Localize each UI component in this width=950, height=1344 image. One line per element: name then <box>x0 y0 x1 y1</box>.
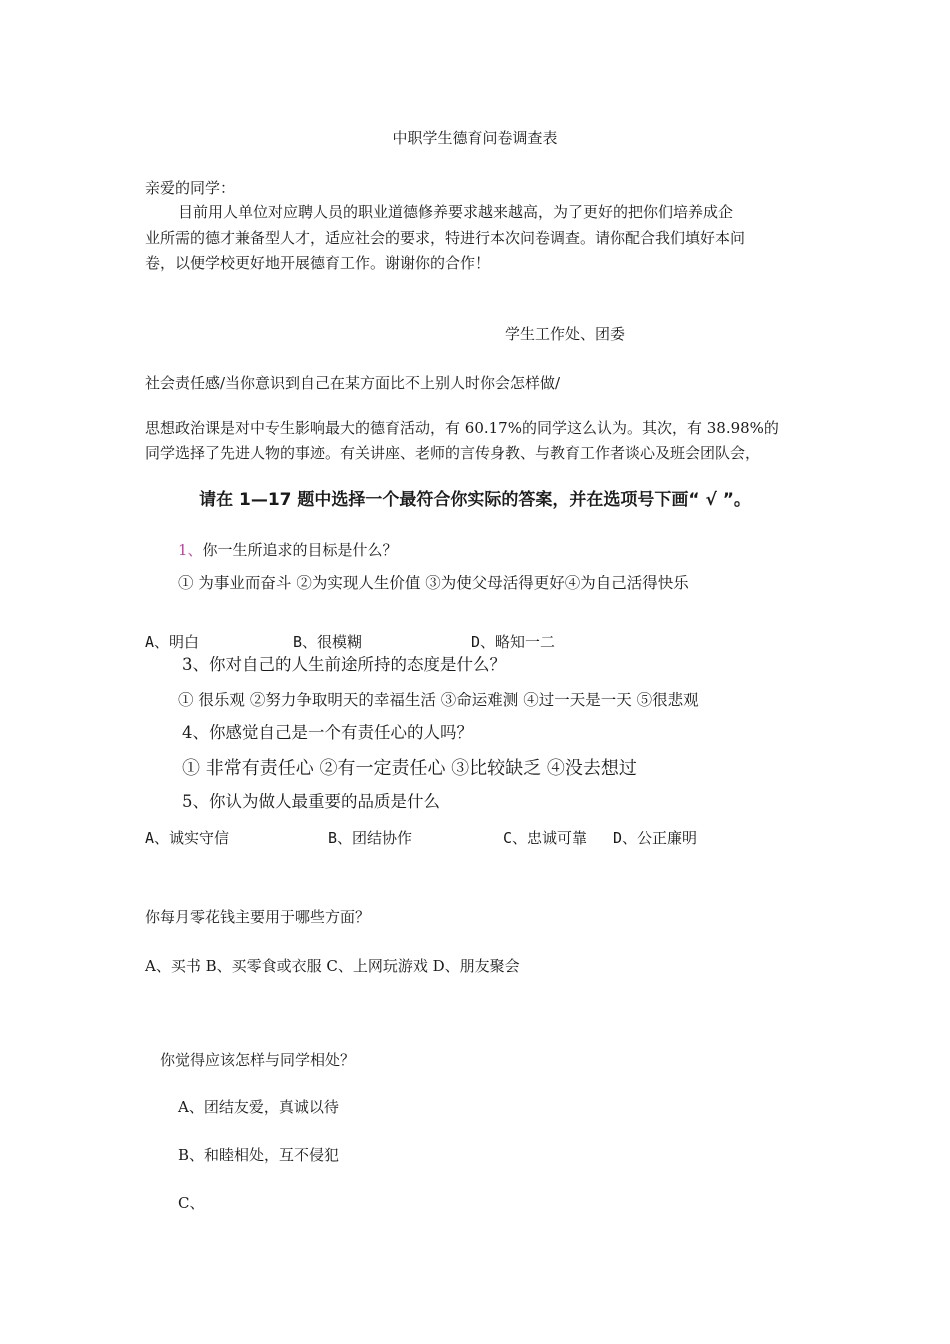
option-c: C、忠诚可靠 <box>503 829 588 847</box>
question-2-options <box>145 632 555 652</box>
intro-line-1: 目前用人单位对应聘人员的职业道德修养要求越来越高，为了更好的把你们培养成企 <box>178 203 734 221</box>
summary-line-1: 思想政治课是对中专生影响最大的德育活动，有 60.17%的同学这么认为。其次，有 38.98%的 <box>145 419 779 437</box>
topic-line: 社会责任感/当你意识到自己在某方面比不上别人时你会怎样做/ <box>145 374 561 392</box>
option-d: D、略知一二 <box>471 633 556 651</box>
option-a: A、诚实守信 <box>145 829 230 847</box>
question-5: 5、你认为做人最重要的品质是什么 <box>182 792 440 811</box>
greeting: 亲爱的同学： <box>145 179 236 197</box>
question-1-number: 1、 <box>178 541 203 559</box>
question-7-option-c: C、 <box>178 1194 205 1212</box>
question-5-options <box>145 828 697 848</box>
question-6: 你每月零花钱主要用于哪些方面？ <box>145 908 371 926</box>
option-d: D、公正廉明 <box>613 829 698 847</box>
question-1 <box>178 540 398 560</box>
question-7-option-a: A、团结友爱，真诚以待 <box>178 1098 339 1116</box>
question-4-options: ① 非常有责任心 ②有一定责任心 ③比较缺乏 ④没去想过 <box>182 758 637 779</box>
intro-line-2: 业所需的德才兼备型人才，适应社会的要求，特进行本次问卷调查。请你配合我们填好本问 <box>145 229 746 247</box>
question-7-option-b: B、和睦相处，互不侵犯 <box>178 1146 340 1164</box>
option-b: B、很模糊 <box>293 633 363 651</box>
signature: 学生工作处、团委 <box>505 325 626 343</box>
summary-line-2: 同学选择了先进人物的事迹。有关讲座、老师的言传身教、与教育工作者谈心及班会团队会， <box>145 444 761 462</box>
question-3: 3、你对自己的人生前途所持的态度是什么？ <box>182 655 506 674</box>
document-title: 中职学生德育问卷调查表 <box>392 129 558 147</box>
option-a: A、明白 <box>145 633 200 651</box>
question-6-options: A、买书 B、买零食或衣服 C、上网玩游戏 D、朋友聚会 <box>145 957 520 975</box>
question-3-options: ① 很乐观 ②努力争取明天的幸福生活 ③命运难测 ④过一天是一天 ⑤很悲观 <box>178 691 699 709</box>
question-1-text: 你一生所追求的目标是什么？ <box>202 541 398 559</box>
instruction-heading: 请在 1—17 题中选择一个最符合你实际的答案，并在选项号下画“ √ ”。 <box>199 490 751 510</box>
intro-line-3: 卷，以便学校更好地开展德育工作。谢谢你的合作！ <box>145 254 491 272</box>
question-1-options: ① 为事业而奋斗 ②为实现人生价值 ③为使父母活得更好④为自己活得快乐 <box>178 574 689 592</box>
question-4: 4、你感觉自己是一个有责任心的人吗？ <box>182 723 473 742</box>
question-7: 你觉得应该怎样与同学相处？ <box>160 1051 356 1069</box>
option-b: B、团结协作 <box>328 829 413 847</box>
